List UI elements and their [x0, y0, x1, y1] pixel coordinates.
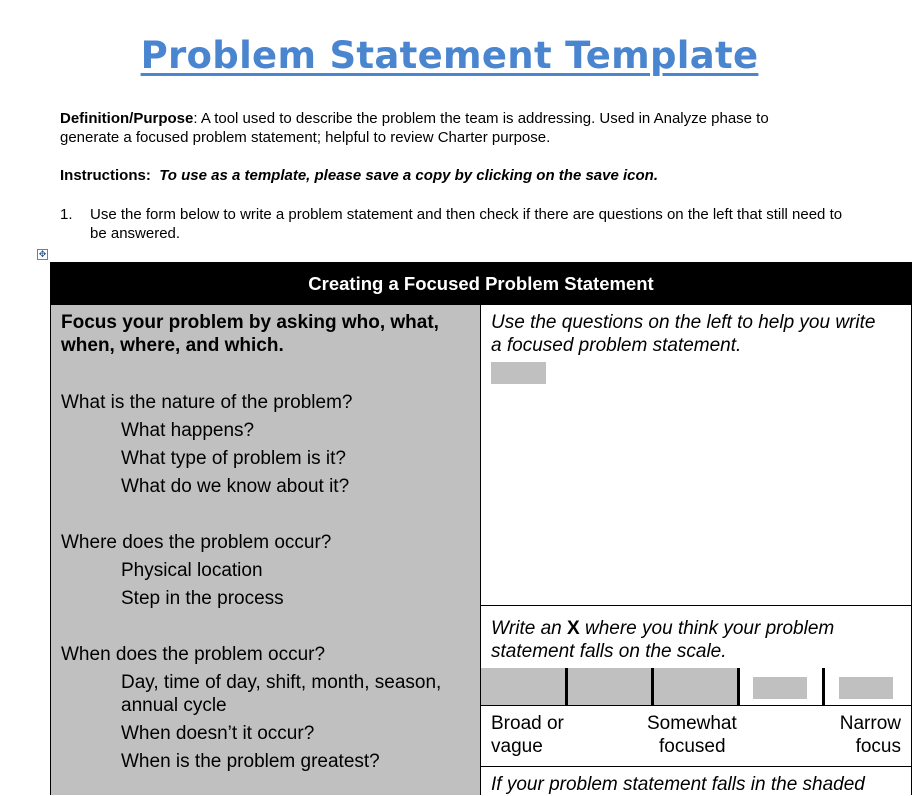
scale-label-narrow: focus: [855, 736, 901, 757]
scale-label-narrow: Narrow: [839, 713, 901, 734]
divider: [481, 705, 911, 706]
scale-cell-broad-mid[interactable]: [568, 668, 651, 705]
sub-question: Step in the process: [121, 588, 284, 609]
divider: [481, 605, 911, 606]
question-nature: What is the nature of the problem?: [61, 392, 353, 413]
scale-instruction-text: Write an: [491, 618, 568, 639]
divider: [481, 766, 911, 767]
table-move-handle-icon[interactable]: ✥: [38, 250, 47, 260]
scale-instruction-line2: statement falls on the scale.: [491, 641, 727, 662]
instructions-label: Instructions:: [60, 167, 151, 184]
scale-label-somewhat: focused: [659, 736, 726, 757]
sub-question: When doesn’t it occur?: [121, 723, 315, 744]
questions-column: [51, 305, 481, 795]
scale-label-somewhat: Somewhat: [647, 713, 737, 734]
sub-question: What happens?: [121, 420, 255, 441]
problem-statement-field[interactable]: [491, 362, 546, 384]
scale-cell-focused-mid[interactable]: [753, 677, 807, 699]
scale-label-broad: Broad or: [491, 713, 564, 734]
question-when: When does the problem occur?: [61, 644, 326, 665]
scale-divider: [822, 668, 825, 705]
scale-cell-somewhat[interactable]: [654, 668, 737, 705]
scale-cell-narrow[interactable]: [839, 677, 893, 699]
scale-divider: [737, 668, 740, 705]
definition-label: Definition/Purpose: [60, 110, 194, 127]
sub-question: annual cycle: [121, 695, 227, 716]
scale-x-marker: X: [567, 618, 580, 639]
focus-intro-line1: Focus your problem by asking who, what,: [61, 312, 439, 333]
table-header: Creating a Focused Problem Statement: [51, 262, 911, 305]
scale-instruction-text: where you think your problem: [579, 618, 835, 639]
statement-prompt-line2: a focused problem statement.: [491, 335, 742, 356]
step-text: Use the form below to write a problem statement and then check if there are questions on the left that still need to be answered.: [90, 206, 843, 242]
page-title: Problem Statement Template: [140, 34, 759, 77]
definition-paragraph: [60, 109, 820, 147]
instructions-paragraph: [60, 166, 658, 185]
sub-question: Physical location: [121, 560, 263, 581]
statement-column: [481, 305, 911, 795]
sub-question: What type of problem is it?: [121, 448, 346, 469]
scale-label-broad: vague: [491, 736, 543, 757]
question-where: Where does the problem occur?: [61, 532, 332, 553]
sub-question: Day, time of day, shift, month, season,: [121, 672, 442, 693]
statement-prompt-line1: Use the questions on the left to help you write: [491, 312, 876, 333]
step-item: [60, 205, 860, 243]
definition-text: : A tool used to describe the problem the team is addressing. Used in Analyze phase to generate a focused problem statement; helpful to review Charter purpose.: [60, 110, 769, 146]
problem-statement-table: [50, 262, 912, 795]
instructions-text: To use as a template, please save a copy by clicking on the save icon.: [159, 167, 659, 184]
sub-question: When is the problem greatest?: [121, 751, 380, 772]
focus-intro-line2: when, where, and which.: [61, 335, 284, 356]
sub-question: What do we know about it?: [121, 476, 350, 497]
step-number: 1.: [60, 206, 73, 223]
scale-instruction-line1: [491, 617, 834, 640]
shaded-note: If your problem statement falls in the shaded: [491, 774, 865, 795]
scale-cell-broad[interactable]: [481, 668, 565, 705]
